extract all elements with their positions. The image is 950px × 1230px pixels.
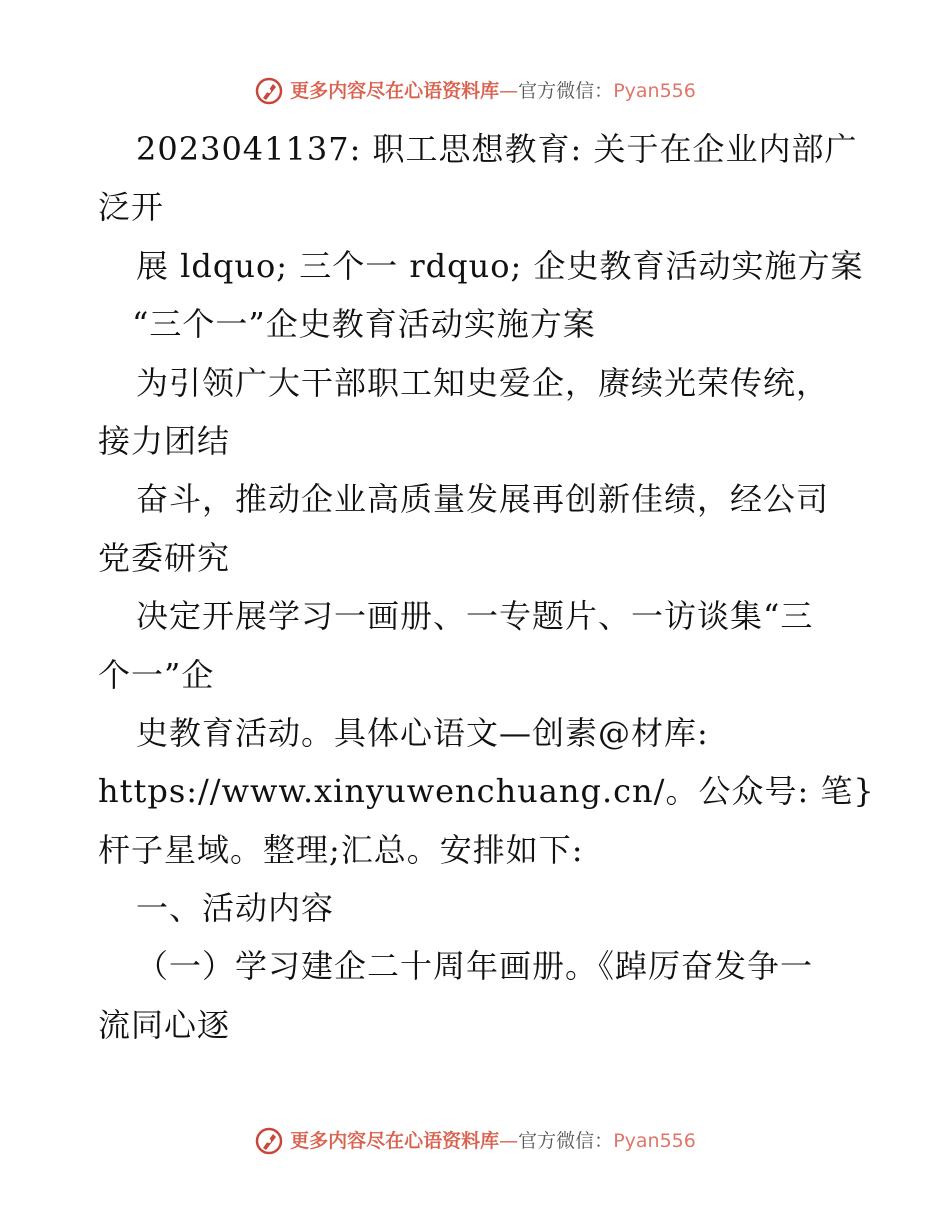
banner-wechat-label: 官方微信：: [518, 1130, 614, 1152]
pen-nib-icon: [254, 76, 284, 106]
text-line: “三个一”企史教育活动实施方案: [132, 305, 596, 344]
text-line: 个一”企: [98, 655, 215, 694]
banner-wechat-id: Pyan556: [613, 1130, 696, 1152]
banner-brand-text: 更多内容尽在心语资料库: [290, 80, 500, 102]
text-line: 展 ldquo; 三个一 rdquo; 企史教育活动实施方案: [136, 246, 864, 285]
text-line: 奋斗，推动企业高质量发展再创新佳绩，经公司: [136, 480, 830, 519]
text-line: 决定开展学习一画册、一专题片、一访谈集“三: [136, 597, 814, 636]
document-body: [98, 120, 875, 1054]
text-line: 为引领广大干部职工知史爱企，赓续光荣传统，: [136, 363, 830, 402]
banner-wechat-id: Pyan556: [613, 80, 696, 102]
section-heading: 一、活动内容: [136, 889, 335, 928]
text-line: 流同心逐: [98, 1005, 231, 1044]
text-line: 史教育活动。具体心语文—创素@材库:: [136, 713, 709, 752]
text-line: 2023041137: 职工思想教育: 关于在企业内部广: [136, 130, 858, 168]
banner-brand-text: 更多内容尽在心语资料库: [290, 1130, 500, 1152]
banner-wechat-label: 官方微信：: [518, 80, 614, 102]
text-line: 杆子星域。整理;汇总。安排如下:: [98, 830, 584, 869]
text-line: 泛开: [98, 188, 165, 227]
banner-dash: —: [499, 80, 519, 102]
text-line: https://www.xinyuwenchuang.cn/。公众号: 笔}: [98, 772, 875, 811]
text-line: 接力团结: [98, 421, 231, 460]
banner-dash: —: [499, 1130, 519, 1152]
text-line: （一）学习建企二十周年画册。《踔厉奋发争一: [136, 947, 814, 986]
text-line: 党委研究: [98, 538, 231, 577]
pen-nib-icon: [254, 1126, 284, 1156]
header-watermark-banner: [0, 76, 950, 106]
footer-watermark-banner: [0, 1126, 950, 1156]
